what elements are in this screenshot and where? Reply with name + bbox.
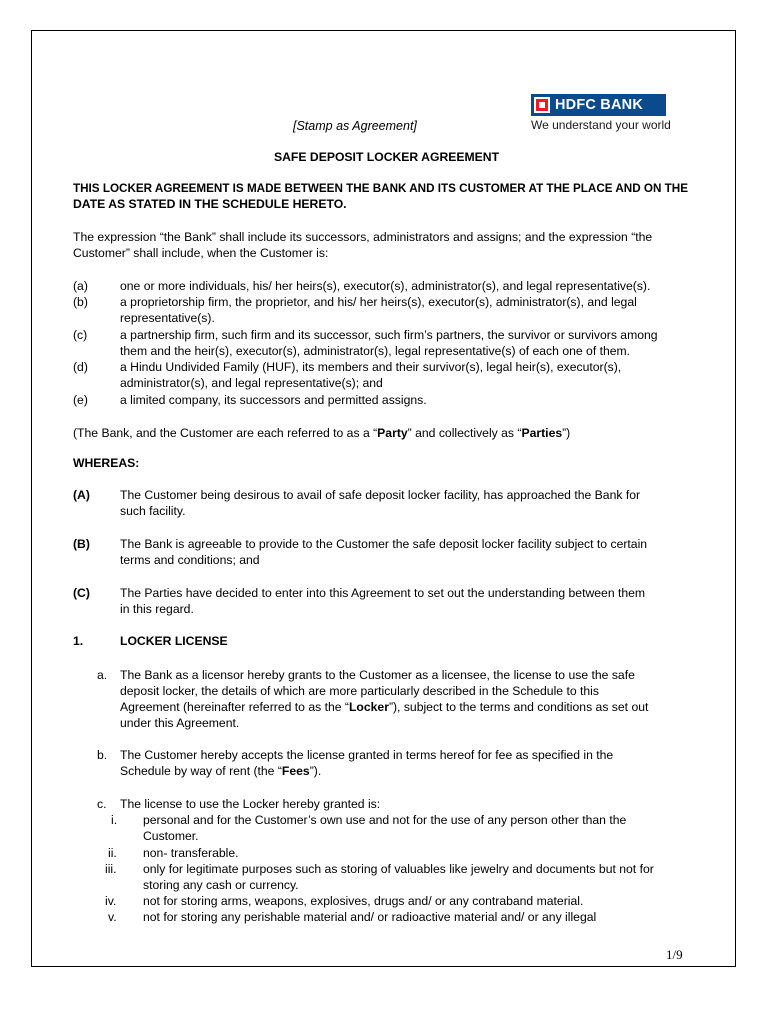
hdfc-square-icon	[534, 97, 550, 113]
clause-text	[120, 763, 321, 779]
clause-text: The Bank as a licensor hereby grants to the Customer as a licensee, the license to use the safe	[120, 668, 635, 682]
sub-item-text: Customer.	[143, 829, 199, 843]
type-label-a: (a)	[73, 279, 88, 293]
clause-text	[120, 699, 648, 715]
expression-line-2: Customer” shall include, when the Customer is:	[73, 246, 329, 260]
intro-line-1: THIS LOCKER AGREEMENT IS MADE BETWEEN THE BANK AND ITS CUSTOMER AT THE PLACE AND ON THE	[73, 181, 688, 195]
clause-text: deposit locker, the details of which are more particularly described in the Schedule to this	[120, 684, 599, 698]
clause-text-part: ”), subject to the terms and conditions as set out	[388, 700, 649, 714]
stamp-note: [Stamp as Agreement]	[293, 119, 417, 133]
recital-text: The Bank is agreeable to provide to the Customer the safe deposit locker facility subject to certain	[120, 537, 648, 551]
parties-note-text: (The Bank, and the Customer are each referred to as a “	[73, 426, 378, 440]
recital-label-a: (A)	[73, 488, 90, 502]
sub-item-text: personal and for the Customer’s own use and not for the use of any person other than the	[143, 813, 627, 827]
type-text: a partnership firm, such firm and its successor, such firm’s partners, the survivor or survivors among	[120, 328, 658, 342]
party-term: Party	[377, 426, 408, 440]
sub-item-label: v.	[108, 910, 117, 924]
type-text: one or more individuals, his/ her heirs(s), executor(s), administrator(s), and legal representative(s).	[120, 279, 651, 293]
recital-text: The Customer being desirous to avail of safe deposit locker facility, has approached the Bank for	[120, 488, 641, 502]
expression-line-1: The expression “the Bank” shall include its successors, administrators and assigns; and the expression “the	[73, 230, 653, 244]
type-text: representative(s).	[120, 311, 215, 325]
clause-text-part: Agreement (hereinafter referred to as the “	[120, 700, 349, 714]
sub-item-label: iii.	[105, 862, 117, 876]
whereas-heading: WHEREAS:	[73, 456, 140, 470]
parties-note	[73, 425, 570, 441]
type-label-e: (e)	[73, 393, 88, 407]
hdfc-logo	[531, 94, 671, 132]
parties-term: Parties	[521, 426, 563, 440]
type-text: administrator(s), and legal representative(s); and	[120, 376, 383, 390]
clause-label-a: a.	[97, 668, 108, 682]
clause-label-c: c.	[97, 797, 107, 811]
parties-note-text: ”)	[562, 426, 571, 440]
section-heading: LOCKER LICENSE	[120, 634, 228, 648]
logo-bank-name: HDFC BANK	[555, 97, 643, 113]
recital-text: terms and conditions; and	[120, 553, 260, 567]
sub-item-text: non- transferable.	[143, 846, 239, 860]
recital-text: The Parties have decided to enter into this Agreement to set out the understanding between them	[120, 586, 646, 600]
clause-text-part: ”).	[309, 764, 322, 778]
type-text: a limited company, its successors and permitted assigns.	[120, 393, 427, 407]
type-label-c: (c)	[73, 328, 88, 342]
sub-item-label: i.	[111, 813, 118, 827]
intro-line-2: DATE AS STATED IN THE SCHEDULE HERETO.	[73, 197, 347, 211]
type-label-b: (b)	[73, 295, 88, 309]
clause-text: under this Agreement.	[120, 716, 240, 730]
clause-text: The Customer hereby accepts the license granted in terms hereof for fee as specified in the	[120, 748, 614, 762]
clause-text: The license to use the Locker hereby granted is:	[120, 797, 381, 811]
page-number: 1/9	[666, 947, 683, 962]
recital-text: such facility.	[120, 504, 186, 518]
fees-term: Fees	[281, 764, 310, 778]
sub-item-label: ii.	[108, 846, 117, 860]
sub-item-text: not for storing arms, weapons, explosives, drugs and/ or any contraband material.	[143, 894, 584, 908]
logo-banner	[531, 94, 666, 116]
sub-item-text: only for legitimate purposes such as storing of valuables like jewelry and documents but not for	[143, 862, 654, 876]
sub-item-text: storing any cash or currency.	[143, 878, 299, 892]
logo-tagline: We understand your world	[531, 118, 671, 132]
recital-label-b: (B)	[73, 537, 90, 551]
locker-term: Locker	[348, 700, 389, 714]
sub-item-label: iv.	[105, 894, 117, 908]
clause-label-b: b.	[97, 748, 108, 762]
type-text: them and the heir(s), executor(s), administrator(s), legal representative(s) of each one of them.	[120, 344, 631, 358]
clause-text-part: Schedule by way of rent (the “	[120, 764, 282, 778]
section-number: 1.	[73, 634, 84, 648]
document-title: SAFE DEPOSIT LOCKER AGREEMENT	[274, 150, 500, 164]
type-text: a proprietorship firm, the proprietor, and his/ her heirs(s), executor(s), administrator(s), and legal	[120, 295, 637, 309]
recital-label-c: (C)	[73, 586, 90, 600]
recital-text: in this regard.	[120, 602, 194, 616]
type-label-d: (d)	[73, 360, 88, 374]
sub-item-text: not for storing any perishable material and/ or radioactive material and/ or any illegal	[143, 910, 597, 924]
parties-note-text: ” and collectively as “	[407, 426, 522, 440]
type-text: a Hindu Undivided Family (HUF), its members and their survivor(s), legal heir(s), executor(s),	[120, 360, 622, 374]
